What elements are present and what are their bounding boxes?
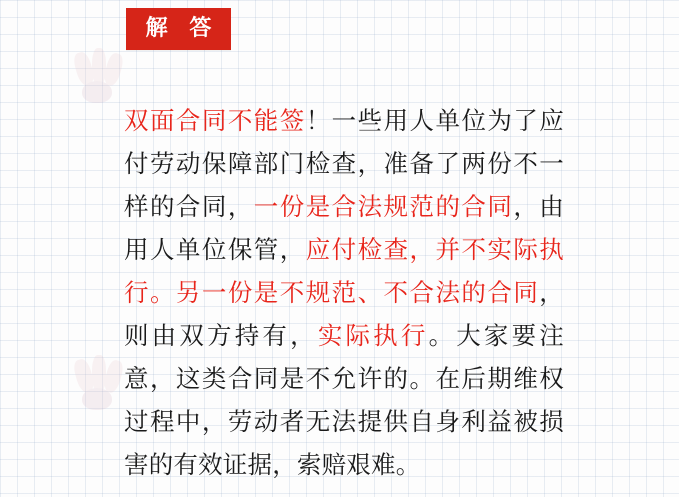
section-badge: [126, 8, 231, 50]
highlighted-text-run: 实际执行: [317, 320, 429, 350]
watermark-petal: [92, 355, 106, 393]
answer-body: [124, 74, 564, 497]
watermark-petal: [102, 359, 125, 395]
highlighted-text-run: 应付检查，并不实际执行。另一份是不规范、不合法的合同: [124, 234, 565, 307]
plain-text-run: ，由用人单位保管，: [124, 191, 564, 264]
plain-text-run: 。大家要注意，这类合同是不允许的。在后期维权过程中，劳动者无法提供自身利益被损害的有效证据，索赔艰难。: [124, 320, 565, 479]
plain-text-run: ！一些用人单位为了应付劳动保障部门检查，准备了两份不一样的合同，: [124, 105, 565, 221]
watermark-base: [82, 81, 112, 103]
watermark-petal: [72, 357, 97, 394]
plain-text-run: ，则由双方持有，: [124, 277, 564, 350]
watermark-base: [82, 388, 112, 410]
highlighted-text-run: 一份是合法规范的合同: [253, 191, 514, 221]
decorative-watermark-bottom: [68, 355, 126, 415]
answer-paragraph: [124, 99, 564, 486]
decorative-watermark-top: [68, 48, 126, 108]
highlighted-text-run: 双面合同不能签: [124, 105, 306, 135]
watermark-petal: [92, 48, 106, 86]
watermark-petal: [102, 52, 125, 88]
watermark-petal: [72, 50, 97, 87]
section-badge-label: 解 答: [145, 16, 219, 41]
